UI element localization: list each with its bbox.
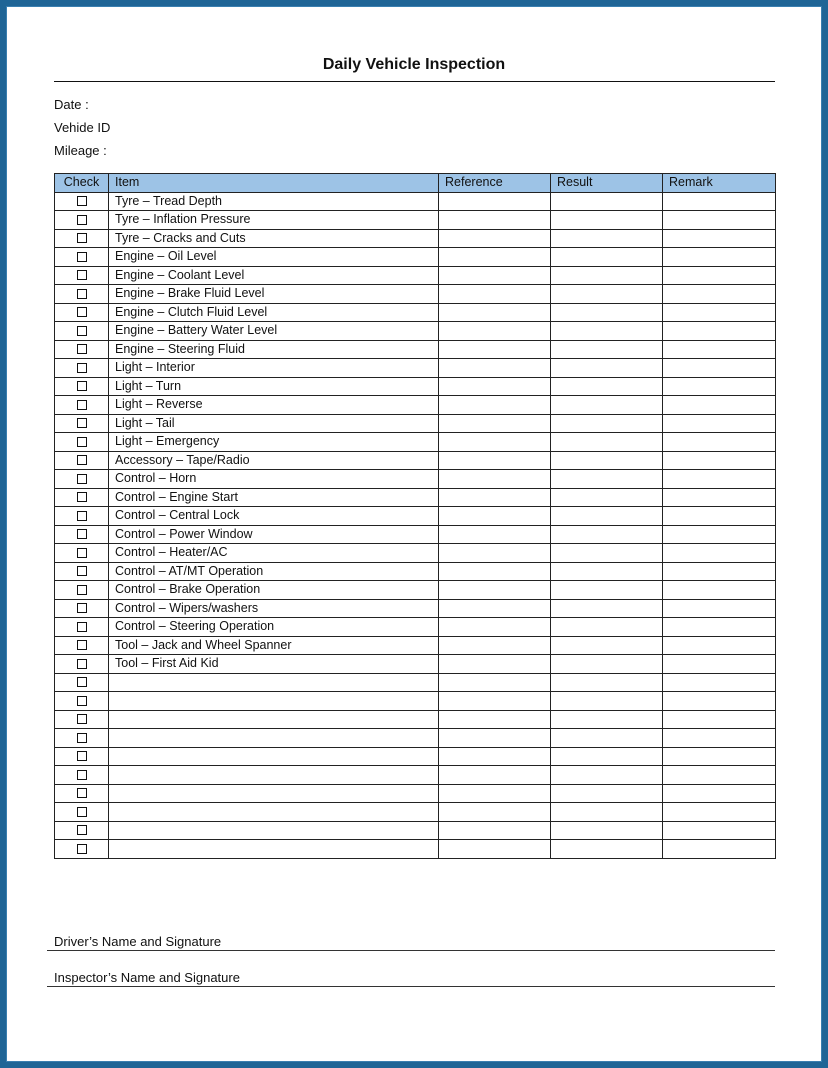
result-cell[interactable]: [551, 581, 663, 600]
result-cell[interactable]: [551, 340, 663, 359]
checkbox[interactable]: [77, 714, 87, 724]
table-row: [55, 396, 776, 415]
check-cell: [55, 211, 109, 230]
reference-cell[interactable]: [439, 488, 551, 507]
reference-cell[interactable]: [439, 729, 551, 748]
checkbox[interactable]: [77, 844, 87, 854]
remark-cell[interactable]: [663, 451, 776, 470]
check-cell: [55, 618, 109, 637]
table-row: [55, 211, 776, 230]
item-cell: Engine – Clutch Fluid Level: [109, 303, 439, 322]
driver-signature-label: Driver’s Name and Signature: [54, 934, 222, 949]
checkbox[interactable]: [77, 252, 87, 262]
check-cell: [55, 322, 109, 341]
reference-cell[interactable]: [439, 433, 551, 452]
check-cell: [55, 266, 109, 285]
remark-cell[interactable]: [663, 710, 776, 729]
document-title: Daily Vehicle Inspection: [322, 56, 506, 73]
reference-cell[interactable]: [439, 377, 551, 396]
reference-cell[interactable]: [439, 396, 551, 415]
remark-cell[interactable]: [663, 766, 776, 785]
check-cell: [55, 229, 109, 248]
item-cell: Control – Steering Operation: [109, 618, 439, 637]
checkbox[interactable]: [77, 585, 87, 595]
reference-cell[interactable]: [439, 803, 551, 822]
item-cell: Light – Turn: [109, 377, 439, 396]
header-check: Check: [55, 174, 109, 193]
remark-cell[interactable]: [663, 821, 776, 840]
checkbox[interactable]: [77, 677, 87, 687]
table-row: [55, 359, 776, 378]
remark-cell[interactable]: [663, 266, 776, 285]
remark-cell[interactable]: [663, 340, 776, 359]
checkbox[interactable]: [77, 344, 87, 354]
header-result: Result: [551, 174, 663, 193]
table-row: [55, 599, 776, 618]
item-cell: [109, 673, 439, 692]
item-cell: Engine – Oil Level: [109, 248, 439, 267]
header-remark: Remark: [663, 174, 776, 193]
result-cell[interactable]: [551, 692, 663, 711]
reference-cell[interactable]: [439, 840, 551, 859]
result-cell[interactable]: [551, 507, 663, 526]
checkbox[interactable]: [77, 548, 87, 558]
checkbox[interactable]: [77, 455, 87, 465]
result-cell[interactable]: [551, 488, 663, 507]
result-cell[interactable]: [551, 821, 663, 840]
item-cell: Tyre – Cracks and Cuts: [109, 229, 439, 248]
checkbox[interactable]: [77, 289, 87, 299]
result-cell[interactable]: [551, 285, 663, 304]
checkbox[interactable]: [77, 400, 87, 410]
reference-cell[interactable]: [439, 451, 551, 470]
item-cell: Engine – Brake Fluid Level: [109, 285, 439, 304]
check-cell: [55, 562, 109, 581]
checkbox[interactable]: [77, 622, 87, 632]
table-row: [55, 821, 776, 840]
checkbox[interactable]: [77, 381, 87, 391]
item-cell: Control – Central Lock: [109, 507, 439, 526]
checkbox[interactable]: [77, 492, 87, 502]
reference-cell[interactable]: [439, 692, 551, 711]
remark-cell[interactable]: [663, 229, 776, 248]
checkbox[interactable]: [77, 733, 87, 743]
table-row: [55, 692, 776, 711]
item-cell: Control – Horn: [109, 470, 439, 489]
reference-cell[interactable]: [439, 322, 551, 341]
remark-cell[interactable]: [663, 192, 776, 211]
result-cell[interactable]: [551, 729, 663, 748]
reference-cell[interactable]: [439, 618, 551, 637]
date-field-label: Date :: [54, 97, 89, 112]
result-cell[interactable]: [551, 248, 663, 267]
remark-cell[interactable]: [663, 414, 776, 433]
result-cell[interactable]: [551, 359, 663, 378]
checkbox[interactable]: [77, 270, 87, 280]
item-cell: [109, 784, 439, 803]
check-cell: [55, 192, 109, 211]
checkbox[interactable]: [77, 233, 87, 243]
table-row: [55, 285, 776, 304]
reference-cell[interactable]: [439, 747, 551, 766]
table-row: [55, 544, 776, 563]
result-cell[interactable]: [551, 396, 663, 415]
checkbox[interactable]: [77, 215, 87, 225]
inspector-signature-label: Inspector’s Name and Signature: [54, 970, 240, 985]
reference-cell[interactable]: [439, 636, 551, 655]
check-cell: [55, 377, 109, 396]
check-cell: [55, 710, 109, 729]
result-cell[interactable]: [551, 599, 663, 618]
table-row: [55, 433, 776, 452]
reference-cell[interactable]: [439, 655, 551, 674]
table-row: [55, 618, 776, 637]
inspection-table: [54, 173, 776, 859]
check-cell: [55, 359, 109, 378]
checkbox[interactable]: [77, 307, 87, 317]
check-cell: [55, 507, 109, 526]
checkbox[interactable]: [77, 807, 87, 817]
reference-cell[interactable]: [439, 544, 551, 563]
remark-cell[interactable]: [663, 673, 776, 692]
table-row: [55, 747, 776, 766]
result-cell[interactable]: [551, 377, 663, 396]
check-cell: [55, 451, 109, 470]
remark-cell[interactable]: [663, 655, 776, 674]
check-cell: [55, 285, 109, 304]
result-cell[interactable]: [551, 525, 663, 544]
table-row: [55, 562, 776, 581]
header-reference: Reference: [439, 174, 551, 193]
reference-cell[interactable]: [439, 359, 551, 378]
item-cell: Tool – Jack and Wheel Spanner: [109, 636, 439, 655]
reference-cell[interactable]: [439, 766, 551, 785]
table-row: [55, 766, 776, 785]
reference-cell[interactable]: [439, 229, 551, 248]
remark-cell[interactable]: [663, 784, 776, 803]
result-cell[interactable]: [551, 211, 663, 230]
title-divider: [54, 81, 775, 82]
inspector-signature-line[interactable]: [47, 986, 775, 987]
result-cell[interactable]: [551, 322, 663, 341]
result-cell[interactable]: [551, 266, 663, 285]
item-cell: Control – Brake Operation: [109, 581, 439, 600]
item-cell: [109, 821, 439, 840]
check-cell: [55, 636, 109, 655]
item-cell: [109, 692, 439, 711]
item-cell: Control – Wipers/washers: [109, 599, 439, 618]
table-header-row: [55, 174, 776, 193]
reference-cell[interactable]: [439, 303, 551, 322]
check-cell: [55, 396, 109, 415]
table-row: [55, 636, 776, 655]
checkbox[interactable]: [77, 511, 87, 521]
reference-cell[interactable]: [439, 507, 551, 526]
result-cell[interactable]: [551, 673, 663, 692]
checkbox[interactable]: [77, 659, 87, 669]
reference-cell[interactable]: [439, 525, 551, 544]
table-row: [55, 229, 776, 248]
remark-cell[interactable]: [663, 433, 776, 452]
result-cell[interactable]: [551, 192, 663, 211]
remark-cell[interactable]: [663, 248, 776, 267]
checkbox[interactable]: [77, 196, 87, 206]
result-cell[interactable]: [551, 562, 663, 581]
result-cell[interactable]: [551, 618, 663, 637]
result-cell[interactable]: [551, 229, 663, 248]
result-cell[interactable]: [551, 766, 663, 785]
table-row: [55, 377, 776, 396]
result-cell[interactable]: [551, 470, 663, 489]
remark-cell[interactable]: [663, 377, 776, 396]
check-cell: [55, 784, 109, 803]
remark-cell[interactable]: [663, 359, 776, 378]
check-cell: [55, 747, 109, 766]
remark-cell[interactable]: [663, 599, 776, 618]
result-cell[interactable]: [551, 414, 663, 433]
reference-cell[interactable]: [439, 599, 551, 618]
reference-cell[interactable]: [439, 673, 551, 692]
reference-cell[interactable]: [439, 192, 551, 211]
check-cell: [55, 673, 109, 692]
table-row: [55, 673, 776, 692]
remark-cell[interactable]: [663, 544, 776, 563]
item-cell: [109, 766, 439, 785]
checkbox[interactable]: [77, 566, 87, 576]
check-cell: [55, 821, 109, 840]
result-cell[interactable]: [551, 747, 663, 766]
reference-cell[interactable]: [439, 248, 551, 267]
table-row: [55, 581, 776, 600]
table-row: [55, 340, 776, 359]
reference-cell[interactable]: [439, 581, 551, 600]
checkbox[interactable]: [77, 474, 87, 484]
item-cell: Engine – Steering Fluid: [109, 340, 439, 359]
remark-cell[interactable]: [663, 322, 776, 341]
item-cell: Control – AT/MT Operation: [109, 562, 439, 581]
remark-cell[interactable]: [663, 303, 776, 322]
table-row: [55, 303, 776, 322]
check-cell: [55, 803, 109, 822]
checkbox[interactable]: [77, 437, 87, 447]
item-cell: [109, 729, 439, 748]
result-cell[interactable]: [551, 710, 663, 729]
remark-cell[interactable]: [663, 470, 776, 489]
checkbox[interactable]: [77, 696, 87, 706]
table-row: [55, 248, 776, 267]
check-cell: [55, 470, 109, 489]
reference-cell[interactable]: [439, 414, 551, 433]
check-cell: [55, 303, 109, 322]
item-cell: Tool – First Aid Kid: [109, 655, 439, 674]
table-row: [55, 729, 776, 748]
checkbox[interactable]: [77, 825, 87, 835]
item-cell: Light – Tail: [109, 414, 439, 433]
vehicle-id-field-label: Vehide ID: [54, 120, 111, 135]
item-cell: Engine – Coolant Level: [109, 266, 439, 285]
remark-cell[interactable]: [663, 618, 776, 637]
item-cell: Tyre – Inflation Pressure: [109, 211, 439, 230]
check-cell: [55, 525, 109, 544]
remark-cell[interactable]: [663, 581, 776, 600]
remark-cell[interactable]: [663, 747, 776, 766]
result-cell[interactable]: [551, 544, 663, 563]
result-cell[interactable]: [551, 784, 663, 803]
item-cell: Control – Engine Start: [109, 488, 439, 507]
remark-cell[interactable]: [663, 396, 776, 415]
result-cell[interactable]: [551, 433, 663, 452]
remark-cell[interactable]: [663, 692, 776, 711]
table-row: [55, 266, 776, 285]
remark-cell[interactable]: [663, 488, 776, 507]
check-cell: [55, 766, 109, 785]
reference-cell[interactable]: [439, 784, 551, 803]
check-cell: [55, 248, 109, 267]
checkbox[interactable]: [77, 788, 87, 798]
item-cell: Light – Reverse: [109, 396, 439, 415]
checkbox[interactable]: [77, 529, 87, 539]
check-cell: [55, 488, 109, 507]
table-row: [55, 470, 776, 489]
reference-cell[interactable]: [439, 285, 551, 304]
remark-cell[interactable]: [663, 729, 776, 748]
check-cell: [55, 655, 109, 674]
item-cell: [109, 840, 439, 859]
result-cell[interactable]: [551, 655, 663, 674]
item-cell: Control – Power Window: [109, 525, 439, 544]
item-cell: [109, 803, 439, 822]
check-cell: [55, 729, 109, 748]
table-row: [55, 192, 776, 211]
remark-cell[interactable]: [663, 636, 776, 655]
reference-cell[interactable]: [439, 340, 551, 359]
check-cell: [55, 692, 109, 711]
table-row: [55, 488, 776, 507]
checkbox[interactable]: [77, 326, 87, 336]
table-row: [55, 322, 776, 341]
table-row: [55, 655, 776, 674]
mileage-field-label: Mileage :: [54, 143, 107, 158]
remark-cell[interactable]: [663, 507, 776, 526]
remark-cell[interactable]: [663, 562, 776, 581]
table-row: [55, 451, 776, 470]
check-cell: [55, 599, 109, 618]
remark-cell[interactable]: [663, 285, 776, 304]
item-cell: [109, 747, 439, 766]
table-row: [55, 803, 776, 822]
reference-cell[interactable]: [439, 266, 551, 285]
item-cell: Control – Heater/AC: [109, 544, 439, 563]
checkbox[interactable]: [77, 770, 87, 780]
item-cell: Engine – Battery Water Level: [109, 322, 439, 341]
remark-cell[interactable]: [663, 803, 776, 822]
checkbox[interactable]: [77, 751, 87, 761]
result-cell[interactable]: [551, 636, 663, 655]
table-row: [55, 784, 776, 803]
table-row: [55, 414, 776, 433]
check-cell: [55, 544, 109, 563]
result-cell[interactable]: [551, 451, 663, 470]
remark-cell[interactable]: [663, 840, 776, 859]
result-cell[interactable]: [551, 303, 663, 322]
result-cell[interactable]: [551, 803, 663, 822]
item-cell: Light – Emergency: [109, 433, 439, 452]
reference-cell[interactable]: [439, 710, 551, 729]
result-cell[interactable]: [551, 840, 663, 859]
remark-cell[interactable]: [663, 525, 776, 544]
table-row: [55, 840, 776, 859]
reference-cell[interactable]: [439, 562, 551, 581]
item-cell: Tyre – Tread Depth: [109, 192, 439, 211]
check-cell: [55, 414, 109, 433]
driver-signature-line[interactable]: [47, 950, 775, 951]
table-row: [55, 507, 776, 526]
item-cell: Accessory – Tape/Radio: [109, 451, 439, 470]
table-row: [55, 710, 776, 729]
checkbox[interactable]: [77, 640, 87, 650]
checkbox[interactable]: [77, 603, 87, 613]
reference-cell[interactable]: [439, 470, 551, 489]
header-item: Item: [109, 174, 439, 193]
reference-cell[interactable]: [439, 211, 551, 230]
table-row: [55, 525, 776, 544]
check-cell: [55, 433, 109, 452]
item-cell: [109, 710, 439, 729]
reference-cell[interactable]: [439, 821, 551, 840]
check-cell: [55, 340, 109, 359]
remark-cell[interactable]: [663, 211, 776, 230]
checkbox[interactable]: [77, 418, 87, 428]
item-cell: Light – Interior: [109, 359, 439, 378]
checkbox[interactable]: [77, 363, 87, 373]
check-cell: [55, 581, 109, 600]
check-cell: [55, 840, 109, 859]
